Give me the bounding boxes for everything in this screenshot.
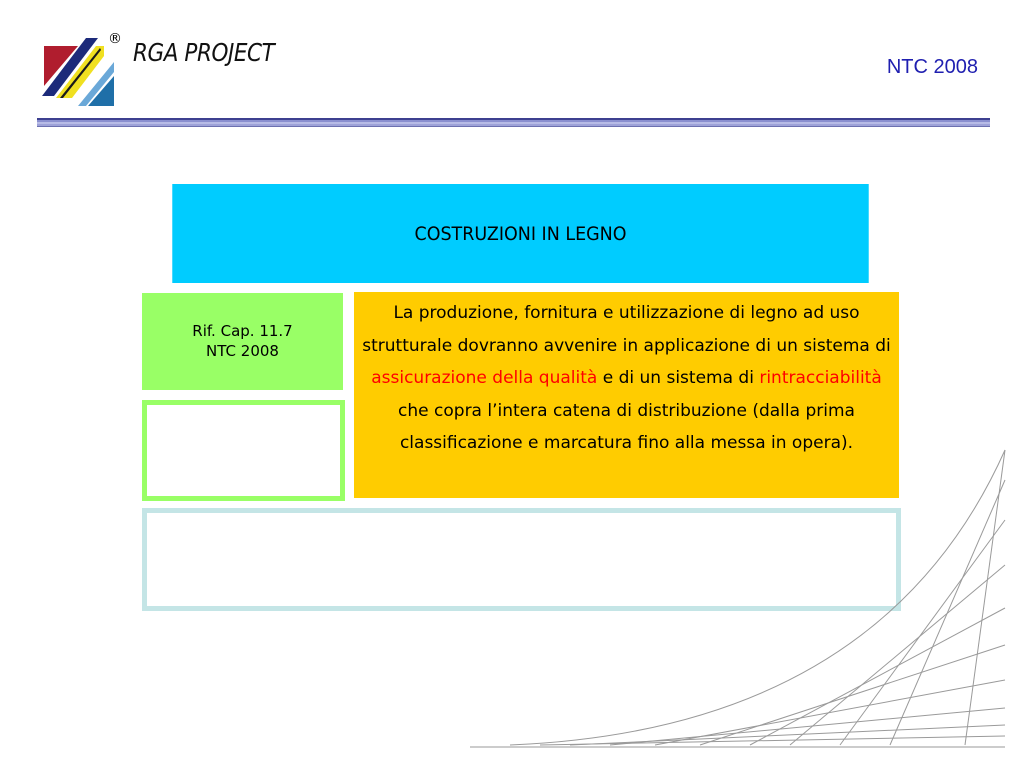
- main-text-part3: che copra l’intera catena di distribuzione (dalla prima classificazione e marcatura fino alla messa in opera).: [398, 400, 855, 453]
- header-divider: [37, 118, 990, 127]
- document-code: NTC 2008: [886, 56, 978, 78]
- curved-grid-decoration-icon: [460, 440, 1024, 768]
- brand-name: RGA PROJECT: [133, 38, 275, 67]
- reference-chapter: Rif. Cap. 11.7: [192, 322, 293, 340]
- registered-mark: ®: [108, 31, 122, 47]
- main-text-part1: La produzione, fornitura e utilizzazione di legno ad uso strutturale dovranno avvenire in applicazione di un sistema di: [362, 303, 891, 356]
- page-title: COSTRUZIONI IN LEGNO: [414, 222, 627, 245]
- rga-logo-icon: [30, 34, 116, 110]
- empty-green-box: [142, 400, 345, 501]
- reference-norm: NTC 2008: [206, 342, 279, 360]
- highlight-traceability: rintracciabilità: [759, 368, 882, 388]
- reference-box: [142, 293, 343, 390]
- title-banner: [172, 184, 868, 283]
- highlight-quality-assurance: assicurazione della qualità: [371, 368, 598, 388]
- main-text-part2: e di un sistema di: [597, 368, 760, 388]
